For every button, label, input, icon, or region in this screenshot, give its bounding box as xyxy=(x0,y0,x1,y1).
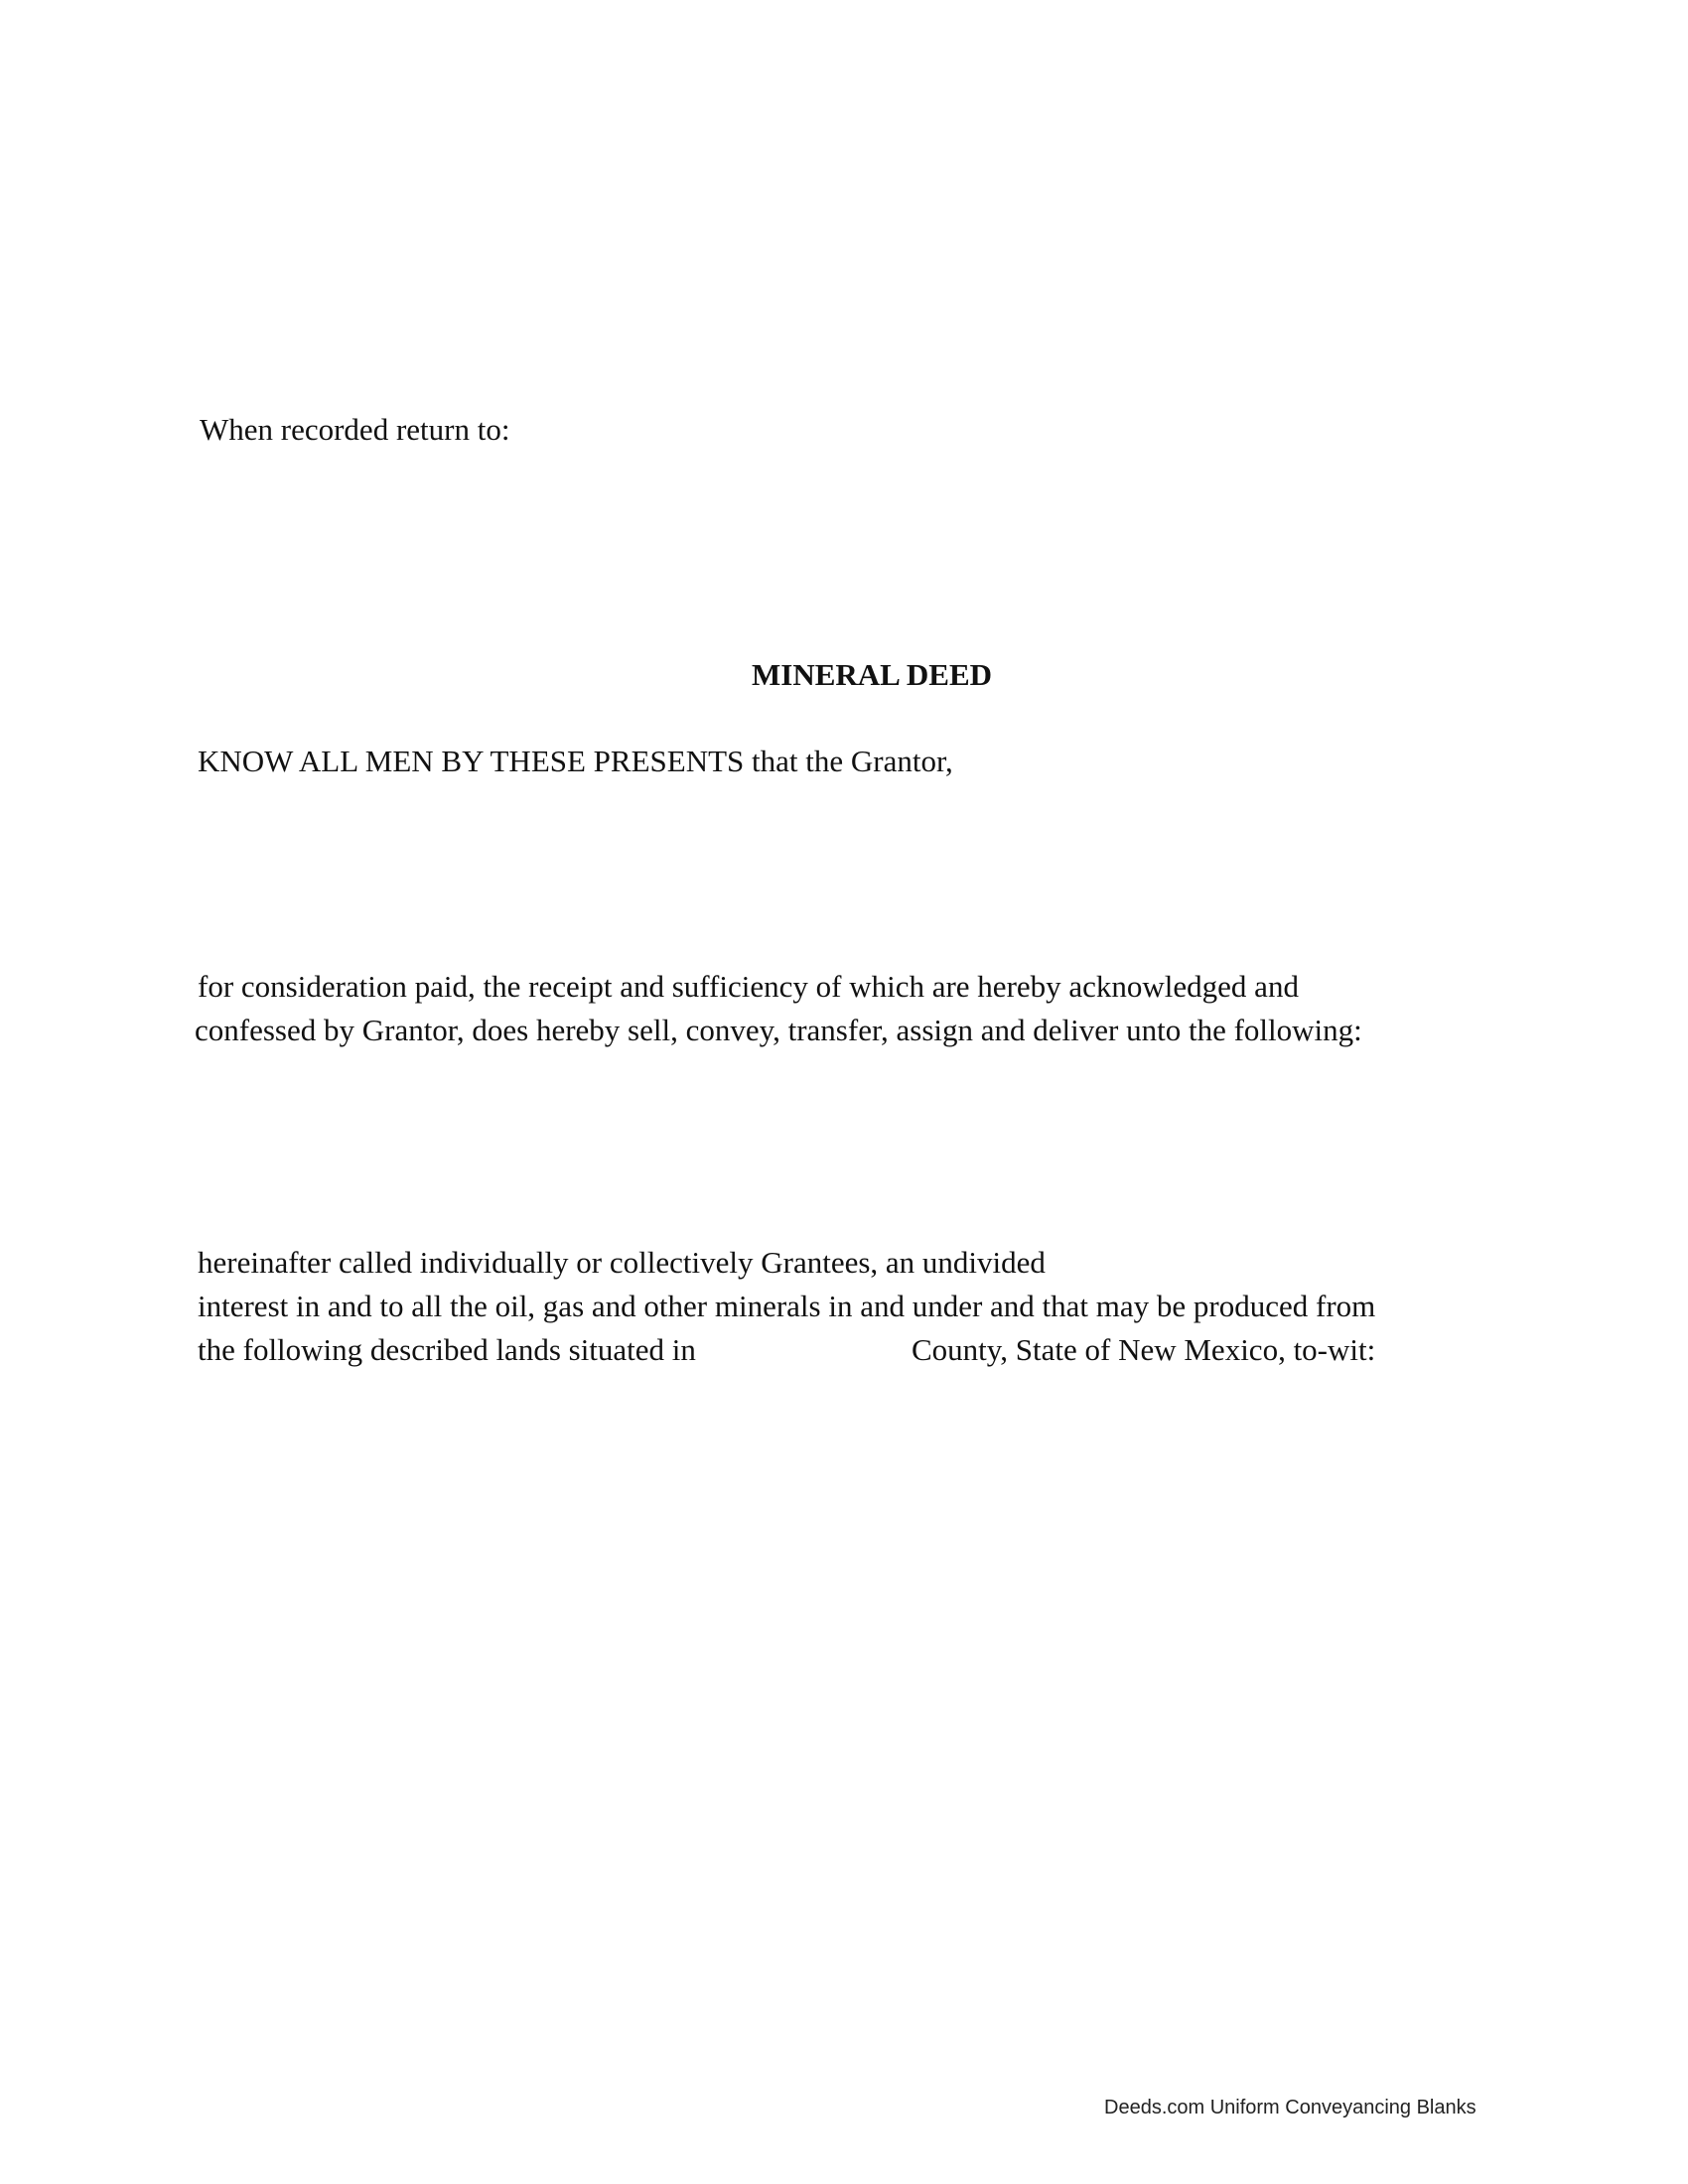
return-to-label: When recorded return to: xyxy=(200,412,510,447)
grantor-intro-text: KNOW ALL MEN BY THESE PRESENTS that the Grantor, xyxy=(198,744,953,778)
consideration-line-2: confessed by Grantor, does hereby sell, convey, transfer, assign and deliver unto the following: xyxy=(195,1013,1362,1047)
grantees-line-2: interest in and to all the oil, gas and other minerals in and under and that may be produced from xyxy=(198,1289,1376,1323)
grantees-line-3-right: County, State of New Mexico, to-wit: xyxy=(912,1332,1376,1367)
footer-text: Deeds.com Uniform Conveyancing Blanks xyxy=(1104,2097,1477,2118)
grantees-line-1: hereinafter called individually or collectively Grantees, an undivided xyxy=(198,1245,1046,1280)
grantees-line-3-left: the following described lands situated in xyxy=(198,1332,696,1367)
consideration-line-1: for consideration paid, the receipt and sufficiency of which are hereby acknowledged and xyxy=(198,969,1299,1004)
document-title: MINERAL DEED xyxy=(752,657,993,692)
